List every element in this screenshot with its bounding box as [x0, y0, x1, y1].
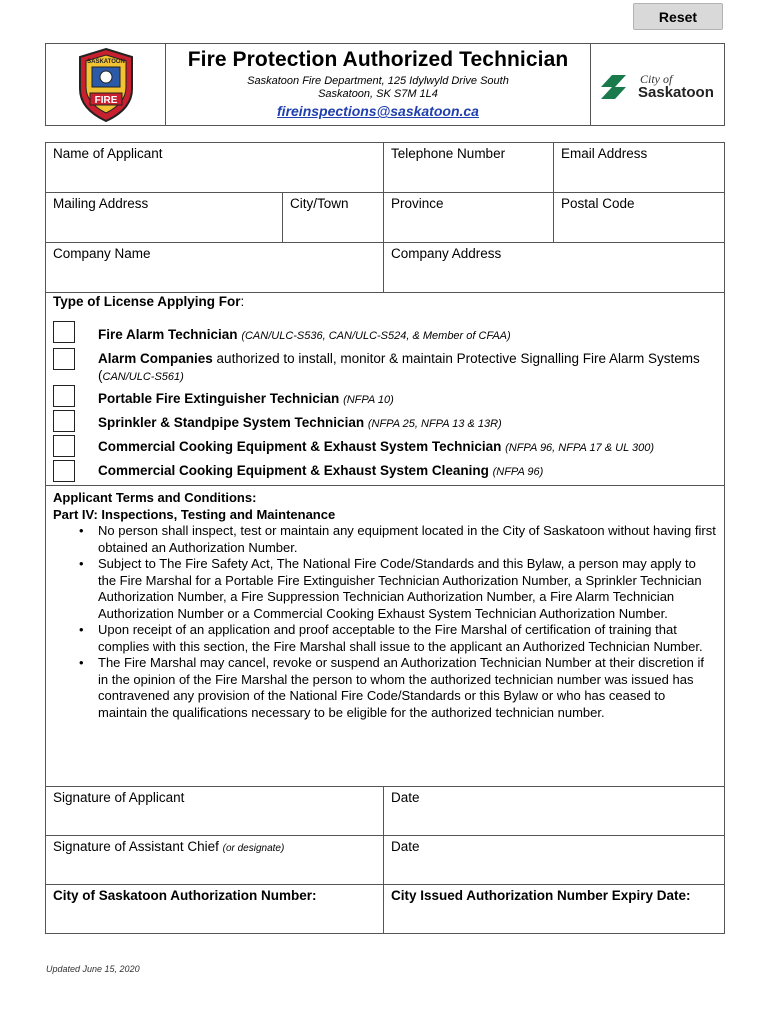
terms-part: Part IV: Inspections, Testing and Maintenance	[53, 506, 336, 522]
license-option: Portable Fire Extinguisher Technician (NFPA 10)	[98, 391, 394, 406]
city-logo	[591, 44, 724, 125]
license-option: Fire Alarm Technician (CAN/ULC-S536, CAN/ULC-S524, & Member of CFAA)	[98, 327, 511, 342]
address-line-1: Saskatoon Fire Department, 125 Idylwyld Drive South	[247, 75, 509, 87]
authorization-number-field[interactable]: City of Saskatoon Authorization Number:	[46, 885, 384, 933]
form-header	[45, 43, 725, 126]
updated-date-note: Updated June 15, 2020	[46, 964, 140, 974]
license-option: Alarm Companies authorized to install, monitor & maintain Protective Signalling Fire Alarm Systems (CAN/ULC-S561)	[98, 351, 700, 383]
license-heading: Type of License Applying For:	[53, 294, 245, 309]
cooking-equipment-cleaning-checkbox[interactable]	[53, 460, 75, 482]
assistant-chief-signature-field[interactable]: Signature of Assistant Chief (or designate)	[46, 836, 384, 885]
reset-button[interactable]: Reset	[633, 3, 723, 30]
applicant-name-field[interactable]: Name of Applicant	[46, 143, 384, 193]
fire-alarm-technician-checkbox[interactable]	[53, 321, 75, 343]
email-field[interactable]: Email Address	[554, 143, 724, 193]
telephone-field[interactable]: Telephone Number	[384, 143, 554, 193]
sprinkler-standpipe-checkbox[interactable]	[53, 410, 75, 432]
mailing-address-field[interactable]: Mailing Address	[46, 193, 283, 243]
application-form	[45, 142, 725, 934]
svg-text:SASKATOON: SASKATOON	[86, 58, 125, 65]
city-field[interactable]: City/Town	[283, 193, 384, 243]
email-link[interactable]: fireinspections@saskatoon.ca	[277, 103, 479, 119]
terms-bullet: • Upon receipt of an application and proof acceptable to the Fire Marshal of certification of training that complies with this section, the Fire Marshal shall issue to the applicant an Authorized Technician Number.	[98, 622, 717, 655]
terms-bullet: • No person shall inspect, test or maintain any equipment located in the City of Saskatoon without having first obtained an Authorization Number.	[98, 523, 717, 556]
terms-bullet: • The Fire Marshal may cancel, revoke or suspend an Authorization Technician Number at their discretion if in the opinion of the Fire Marshal the person to whom the authorized technician number was issued has contravened any provision of the National Fire Code/Standards or this Bylaw or who has ceased to maintain the qualifications necessary to be eligible for the authorized technician number.	[98, 655, 717, 721]
svg-text:City of: City of	[639, 71, 672, 86]
province-field[interactable]: Province	[384, 193, 554, 243]
postal-code-field[interactable]: Postal Code	[554, 193, 724, 243]
fire-department-logo	[46, 44, 166, 125]
address-line-2: Saskatoon, SK S7M 1L4	[318, 88, 438, 100]
portable-extinguisher-checkbox[interactable]	[53, 385, 75, 407]
terms-section	[46, 487, 724, 787]
form-title: Fire Protection Authorized Technician	[187, 48, 569, 71]
license-option: Sprinkler & Standpipe System Technician (NFPA 25, NFPA 13 & 13R)	[98, 415, 502, 430]
company-address-field[interactable]: Company Address	[384, 243, 724, 293]
license-option: Commercial Cooking Equipment & Exhaust System Technician (NFPA 96, NFPA 17 & UL 300)	[98, 439, 655, 454]
terms-list	[98, 523, 717, 721]
license-type-section	[46, 293, 724, 486]
applicant-date-field[interactable]: Date	[384, 787, 724, 836]
city-of-saskatoon-logo-icon	[598, 65, 718, 105]
terms-bullet: • Subject to The Fire Safety Act, The National Fire Code/Standards and this Bylaw, a person may apply to the Fire Marshal for a Portable Fire Extinguisher Technician Authorization Number, a Sprinkler Technician Authorization Number, a Fire Suppression Technician Authorization Number, a Fire Alarm Technician Authorization Number or a Commercial Cooking Exhaust System Technician Authorization Number.	[98, 556, 717, 622]
terms-heading: Applicant Terms and Conditions:	[53, 490, 257, 505]
svg-text:FIRE: FIRE	[94, 94, 117, 106]
svg-text:Saskatoon: Saskatoon	[637, 83, 714, 101]
expiry-date-field[interactable]: City Issued Authorization Number Expiry Date:	[391, 888, 691, 903]
applicant-signature-field[interactable]: Signature of Applicant	[46, 787, 384, 836]
fire-crest-icon	[74, 47, 138, 123]
company-name-field[interactable]: Company Name	[46, 243, 384, 293]
cooking-equipment-technician-checkbox[interactable]	[53, 435, 75, 457]
license-option: Commercial Cooking Equipment & Exhaust System Cleaning (NFPA 96)	[98, 463, 544, 478]
assistant-date-field[interactable]: Date	[384, 836, 724, 885]
alarm-companies-checkbox[interactable]	[53, 348, 75, 370]
